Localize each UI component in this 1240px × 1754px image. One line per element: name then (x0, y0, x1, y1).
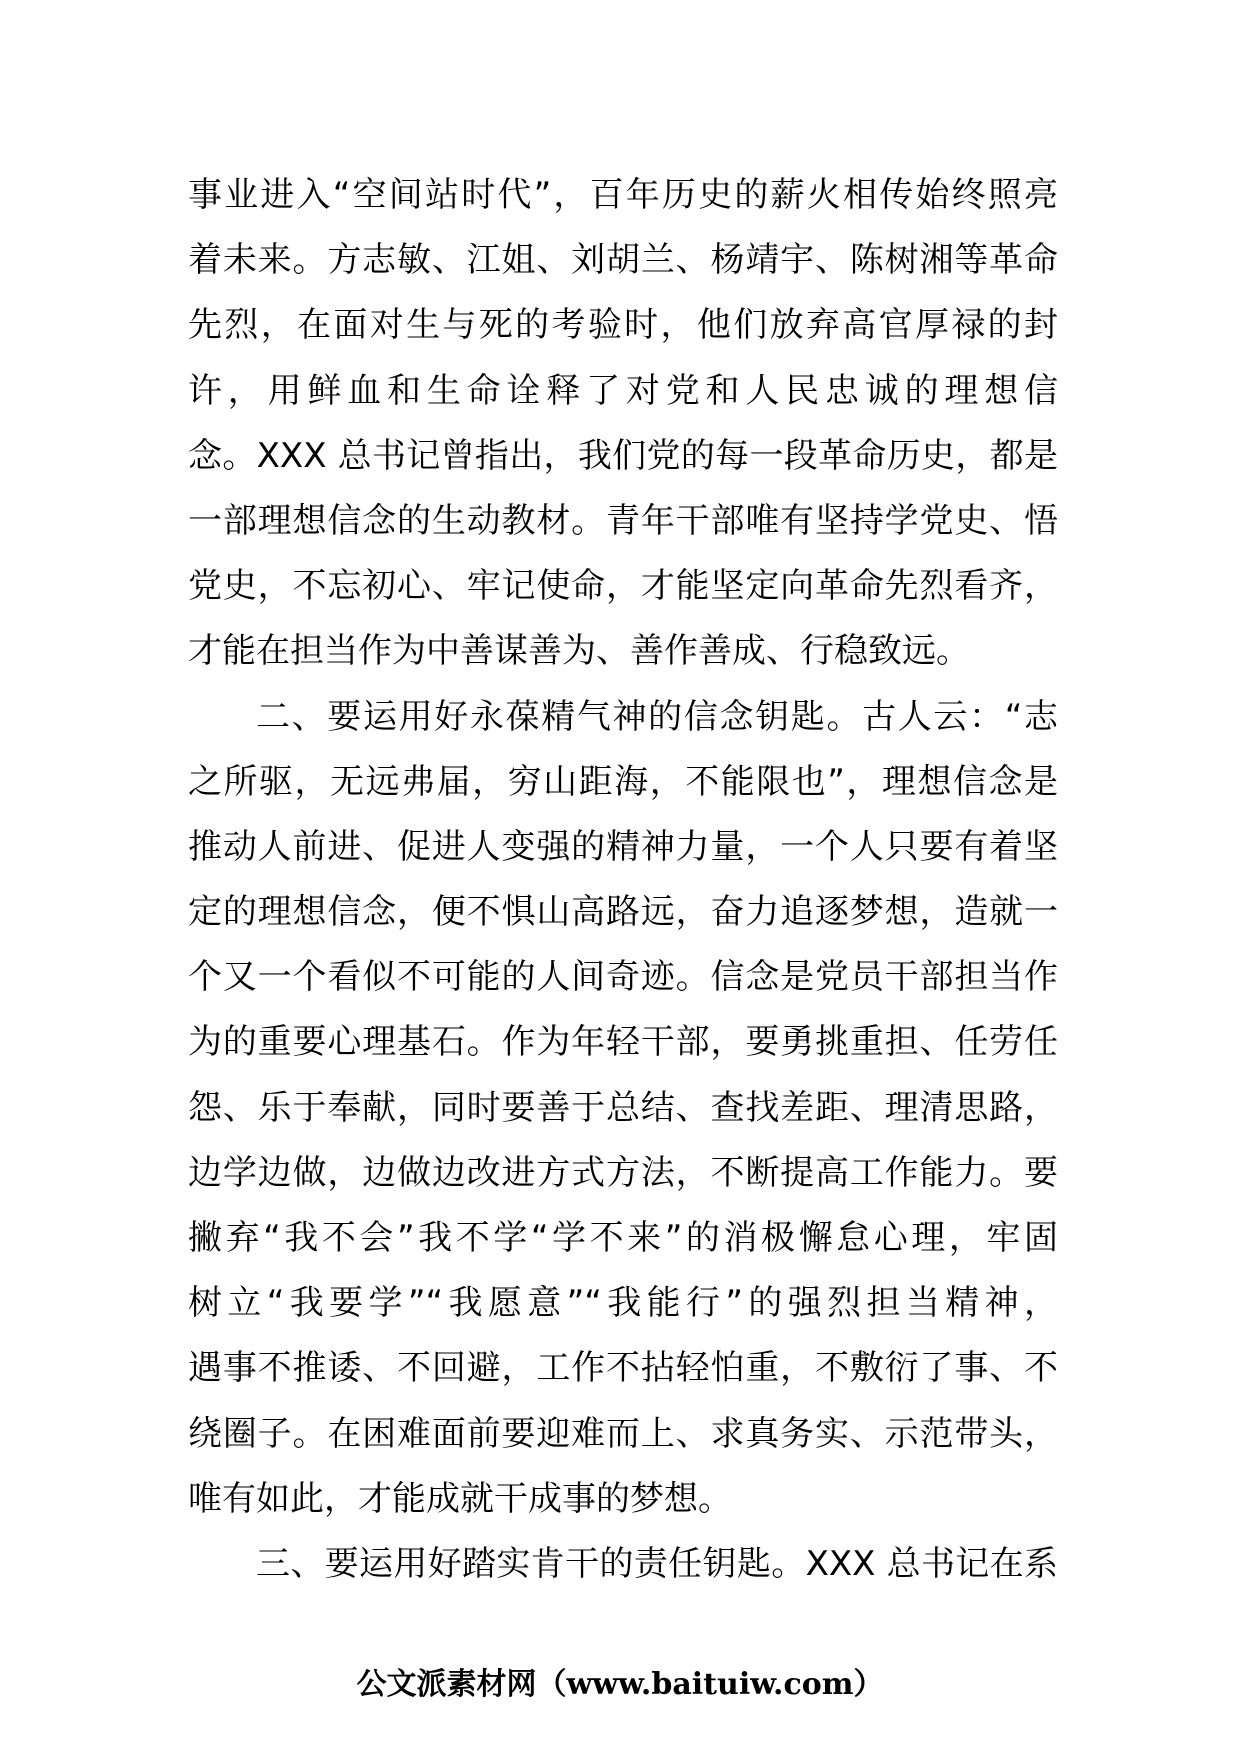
text-line: 先烈，在面对生与死的考验时，他们放弃高官厚禄的封 (188, 305, 1058, 346)
text-line: 念。XXX 总书记曾指出，我们党的每一段革命历史，都是 (188, 435, 1058, 476)
text-line: 怨、乐于奉献，同时要善于总结、查找差距、理清思路， (188, 1087, 1058, 1128)
paragraph-3 (188, 1532, 1058, 1597)
text-line: 之所驱，无远弗届，穷山距海，不能限也”，理想信念是 (188, 761, 1058, 802)
paragraph-1 (188, 163, 1058, 685)
text-line: 边学边做，边做边改进方式方法，不断提高工作能力。要 (188, 1152, 1058, 1193)
text-line: 党史，不忘初心、牢记使命，才能坚定向革命先烈看齐， (188, 566, 1058, 607)
text-line: 二、要运用好永葆精气神的信念钥匙。古人云：“志 (256, 696, 1058, 737)
text-line: 为的重要心理基石。作为年轻干部，要勇挑重担、任劳任 (188, 1022, 1058, 1063)
paragraph-2 (188, 685, 1058, 1532)
text-line: 个又一个看似不可能的人间奇迹。信念是党员干部担当作 (188, 957, 1058, 998)
text-line: 推动人前进、促进人变强的精神力量，一个人只要有着坚 (188, 826, 1058, 867)
text-line: 一部理想信念的生动教材。青年干部唯有坚持学党史、悟 (188, 500, 1058, 541)
footer-source: 公文派素材网（www.baituiw.com） (356, 1667, 884, 1702)
text-line: 唯有如此，才能成就干成事的梦想。 (188, 1478, 732, 1519)
text-line: 定的理想信念，便不惧山高路远，奋力追逐梦想，造就一 (188, 892, 1058, 933)
text-line: 事业进入“空间站时代”，百年历史的薪火相传始终照亮 (188, 175, 1058, 215)
text-line: 绕圈子。在困难面前要迎难而上、求真务实、示范带头， (188, 1413, 1058, 1454)
text-line: 三、要运用好踏实肯干的责任钥匙。XXX 总书记在系 (256, 1543, 1058, 1584)
text-line: 遇事不推诿、不回避，工作不拈轻怕重，不敷衍了事、不 (188, 1348, 1058, 1389)
text-line: 树立“我要学”“我愿意”“我能行”的强烈担当精神， (188, 1283, 1058, 1324)
text-line: 许，用鲜血和生命诠释了对党和人民忠诚的理想信 (188, 370, 1058, 411)
document-body (188, 163, 1058, 1597)
text-line: 才能在担当作为中善谋善为、善作善成、行稳致远。 (188, 631, 970, 672)
text-line: 撇弃“我不会”我不学“学不来”的消极懈怠心理，牢固 (188, 1218, 1058, 1258)
text-line: 着未来。方志敏、江姐、刘胡兰、杨靖宇、陈树湘等革命 (188, 240, 1058, 281)
